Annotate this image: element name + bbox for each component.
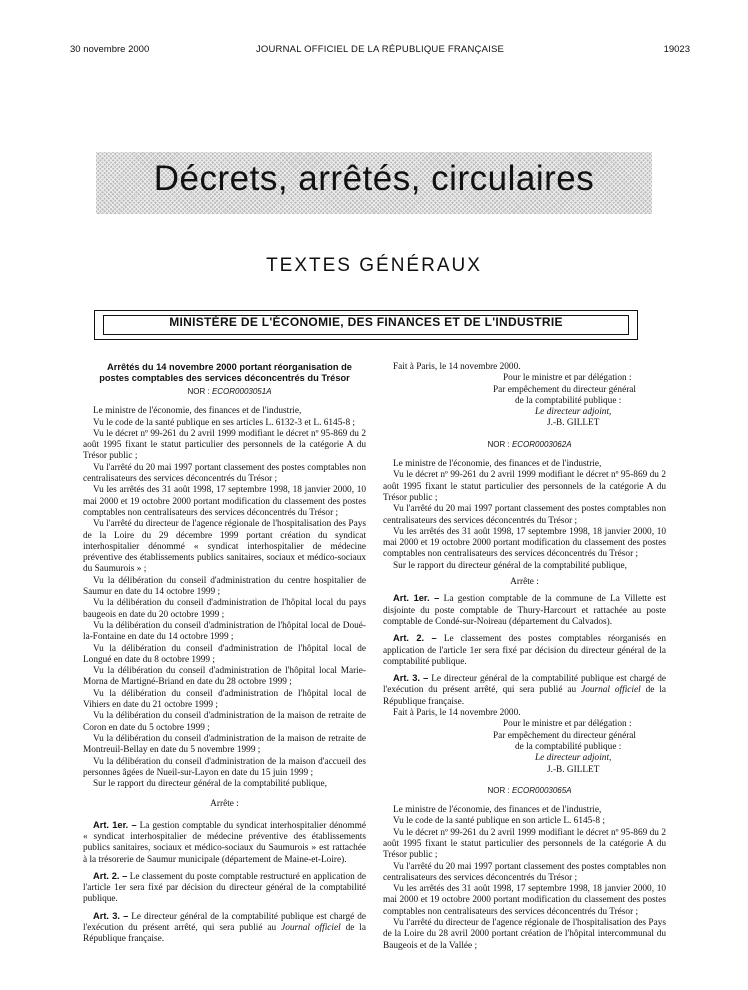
visa: Vu la délibération du conseil d'administration du centre hospitalier de Saumur en date du 14 octobre 1999 ; (83, 575, 366, 598)
left-column (83, 362, 366, 946)
article-3 (83, 911, 366, 946)
visa: Vu la délibération du conseil d'administration de l'hôpital local de Doué-la-Fontaine en date du 14 octobre 1999 ; (83, 620, 366, 643)
visa: Vu la délibération du conseil d'administration de l'hôpital local Marie-Morna de Martigné-Briand en date du 28 octobre 1999 ; (83, 666, 366, 688)
signature-line: Pour le ministre et par délégation : (503, 719, 632, 730)
page-number: 19023 (663, 44, 690, 55)
visa: Vu la délibération du conseil d'administration de la maison d'accueil des personnes âgées de Nueil-sur-Layon en date du 15 juin 1999 ; (83, 756, 366, 778)
article-text: Le classement des postes comptables réorganisés en application de l'article 1er sera fixé par décision du directeur général de la comptabilité publique. (383, 634, 666, 667)
signature-line: Pour le ministre et par délégation : (503, 373, 632, 384)
article-3 (383, 673, 666, 708)
nor-label: NOR : (487, 439, 510, 449)
signatory-name: J.-B. GILLET (547, 764, 600, 775)
article-text: La gestion comptable de la commune de La Villette est disjointe du poste comptable de Thury-Harcourt et rattachée au poste comptable de Condé-sur-Noireau (département du Calvados). (383, 594, 666, 627)
article-2 (383, 633, 666, 668)
visa: Vu l'arrêté du 20 mai 1997 portant classement des postes comptables non centralisateurs des services déconcentrés du Trésor ; (383, 861, 666, 883)
nor-code: ECOR0003062A (511, 439, 572, 449)
article-2 (83, 871, 366, 906)
signature-line: de la comptabilité publique : (515, 395, 622, 406)
visa: Vu l'arrêté du 20 mai 1997 portant classement des postes comptables non centralisateurs des services déconcentrés du Trésor ; (383, 504, 666, 526)
article-label: Art. 2. – (93, 870, 128, 881)
signature-block (383, 719, 666, 775)
visa: Vu les arrêtés des 31 août 1998, 17 septembre 1998, 18 janvier 2000, 10 mai 2000 et 19 octobre 2000 portant modification du classement des postes comptables non centralisateurs des services déconcentrés du Trésor ; (83, 485, 366, 518)
nor-code: ECOR0003051A (211, 387, 272, 396)
article-label: Art. 2. – (393, 633, 437, 644)
arrete-label: Arrête : (210, 799, 239, 810)
visa: Vu la délibération du conseil d'administration de l'hôpital local de Longué en date du 8 octobre 1999 ; (83, 643, 366, 665)
visa: Vu l'arrêté du 20 mai 1997 portant classement des postes comptables non centralisateurs des services déconcentrés du Trésor ; (83, 462, 366, 485)
preamble: Le ministre de l'économie, des finances et de l'industrie, (93, 406, 302, 417)
article-1 (383, 593, 666, 628)
ministry-title: MINISTÈRE DE L'ÉCONOMIE, DES FINANCES ET DE L'INDUSTRIE (169, 315, 563, 329)
signature-line: Par empêchement du directeur général (493, 730, 636, 741)
banner-title: Décrets, arrêtés, circulaires (153, 159, 595, 198)
nor-label: NOR : (487, 785, 510, 795)
signatory-name: J.-B. GILLET (547, 418, 600, 429)
article-text: Le directeur général de la comptabilité publique est chargé de l'exécution du présent arrêté, qui sera publié au (383, 674, 666, 696)
signature-title: Le directeur adjoint, (535, 407, 612, 418)
article-text: Le directeur général de la comptabilité publique est chargé de l'exécution du présent arrêté, qui sera publié au (83, 911, 366, 934)
header-date: 30 novembre 2000 (70, 44, 150, 55)
visa: Vu le code de la santé publique en son article L. 6145-8 ; (393, 816, 605, 827)
article-text: La gestion comptable du syndicat interhospitalier dénommé « syndicat interhospitalier de médecine préventive des établissements publics sanitaires, sociaux et médico-sociaux du Saumurois » est rattachée à la trésorerie de Saumur municipale (département de Maine-et-Loire). (83, 820, 366, 865)
visa: Vu l'arrêté du directeur de l'agence régionale de l'hospitalisation des Pays de la Loire du 29 décembre 1999 portant création du syndicat interhospitalier dénommé « syndicat interhospitalier de médecine préventive des établissements publics sanitaires, sociaux et médico-sociaux du Saumurois » ; (83, 519, 366, 575)
article-text: de la République française. (83, 923, 367, 945)
fait-a-paris: Fait à Paris, le 14 novembre 2000. (393, 708, 521, 719)
report-line: Sur le rapport du directeur général de la comptabilité publique, (93, 779, 327, 790)
visa: Vu les arrêtés des 31 août 1998, 17 septembre 1998, 18 janvier 2000, 10 mai 2000 et 19 octobre 2000 portant modification du classement des postes comptables non centralisateurs des services déconcentrés du Trésor ; (383, 526, 666, 560)
preamble: Le ministre de l'économie, des finances et de l'industrie, (393, 805, 602, 816)
visa: Vu la délibération du conseil d'administration de la maison de retraite de Montreuil-Bellay en date du 5 novembre 1999 ; (83, 733, 366, 756)
signature-line: de la comptabilité publique : (515, 741, 622, 752)
preamble: Le ministre de l'économie, des finances et de l'industrie, (393, 459, 602, 470)
nor-label: NOR : (187, 387, 210, 396)
section-banner (96, 152, 652, 214)
article-label: Art. 3. – (93, 910, 129, 921)
visa: Vu le code de la santé publique en ses articles L. 6132-3 et L. 6145-8 ; (93, 417, 356, 428)
article-text: Le classement du poste comptable restructuré en application de l'article 1er sera fixé par décision du directeur général de la comptabilité publique. (83, 871, 367, 905)
fait-a-paris: Fait à Paris, le 14 novembre 2000. (393, 362, 521, 372)
signature-title: Le directeur adjoint, (535, 753, 612, 764)
signature-line: Par empêchement du directeur général (493, 384, 636, 395)
visa: Vu les arrêtés des 31 août 1998, 17 septembre 1998, 18 janvier 2000, 10 mai 2000 et 19 octobre 2000 portant modification du classement des postes comptables non centralisateurs des services déconcentrés du Trésor ; (383, 884, 666, 917)
article-1 (83, 820, 366, 866)
article-label: Art. 1er. – (93, 819, 137, 830)
right-column (383, 362, 666, 952)
article-text: de la République française. (383, 685, 667, 707)
decree-heading: Arrêtés du 14 novembre 2000 portant réorganisation de postes comptables des services déconcentrés du Trésor (99, 362, 352, 383)
report-line: Sur le rapport du directeur général de la comptabilité publique, (393, 560, 627, 571)
journal-name: Journal officiel (281, 923, 341, 934)
arrete-label: Arrête : (510, 577, 539, 588)
visa: Vu le décret nº 99-261 du 2 avril 1999 modifiant le décret nº 95-869 du 2 août 1995 fixant le statut particulier des personnels de la catégorie A du Trésor public ; (383, 470, 666, 503)
nor-reference (383, 785, 666, 796)
journal-name: Journal officiel (581, 685, 641, 696)
visa: Vu le décret nº 99-261 du 2 avril 1999 modifiant le décret nº 95-869 du 2 août 1995 fixant le statut particulier des personnels de la catégorie A du Trésor public ; (83, 428, 366, 462)
section-title: TEXTES GÉNÉRAUX (266, 255, 482, 276)
nor-reference (383, 439, 666, 450)
visa: Vu l'arrêté du directeur de l'agence régionale de l'hospitalisation des Pays de la Loire du 28 avril 2000 portant création de l'hôpital intercommunal du Baugeois et de la Vallée ; (383, 918, 666, 951)
ministry-box (94, 310, 638, 340)
article-label: Art. 1er. – (393, 593, 440, 604)
visa: Vu la délibération du conseil d'administration de l'hôpital local du pays baugeois en date du 20 octobre 1999 ; (83, 598, 366, 620)
signature-block (383, 373, 666, 429)
visa: Vu la délibération du conseil d'administration de l'hôpital local de Vihiers en date du 21 octobre 1999 ; (83, 688, 366, 711)
visa: Vu le décret nº 99-261 du 2 avril 1999 modifiant le décret nº 95-869 du 2 août 1995 fixant le statut particulier des personnels de la catégorie A du Trésor public ; (383, 827, 666, 861)
nor-code: ECOR0003065A (511, 785, 572, 795)
visa: Vu la délibération du conseil d'administration de la maison de retraite de Coron en date du 5 octobre 1999 ; (83, 711, 366, 733)
nor-reference (83, 386, 366, 397)
article-label: Art. 3. – (393, 673, 429, 684)
header-title: JOURNAL OFFICIEL DE LA RÉPUBLIQUE FRANÇAISE (255, 44, 505, 55)
